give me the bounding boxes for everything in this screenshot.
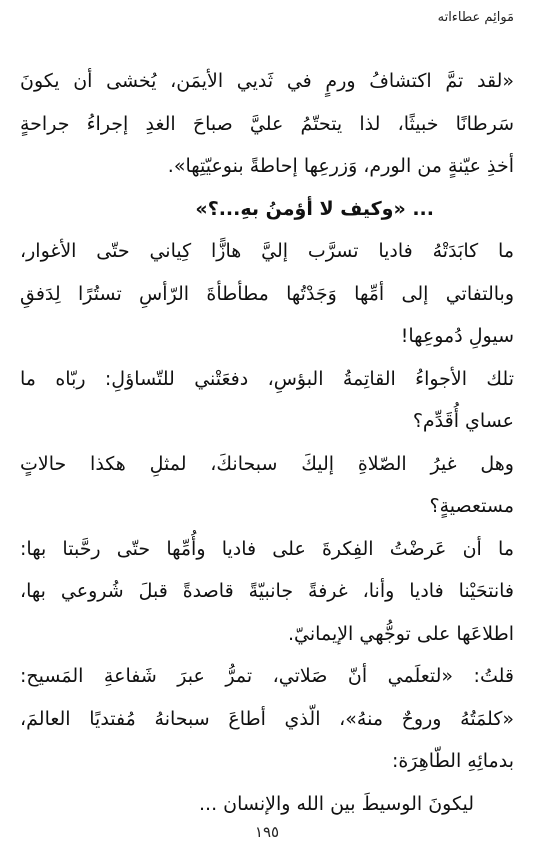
text-line: فانتحَيْنا فاديا وأنا، غرفةً جانبيّةً قاصدةً قبلَ شُروعي بها، [20,580,514,602]
text-line: وبالتفاتي إلى أمِّها وَجَدْتُها مطأطأةَ الرّأسِ تستُرًا لِدَفقِ [20,282,514,305]
text-line: سيولِ دُموعِها! [400,325,514,347]
body-text [20,60,514,825]
text-line: بدمائِهِ الطّاهِرَة: [391,750,514,772]
text-line: «كلمَتُهُ وروحٌ منهُ»، الّذي أطاعَ سبحانهُ مُفتديًا العالمَ، [20,707,514,730]
text-line: «لقد تمَّ اكتشافُ ورمٍ في ثَديي الأيمَن، يُخشى أن يكونَ [20,70,514,92]
text-line: سَرطانًا خبيثًا، لذا يتحتّمُ عليَّ صباحَ الغدِ إجراءُ جراحةٍ [20,112,514,135]
text-line: عساي أُقَدِّم؟ [412,410,514,432]
section-heading: ... «وكيف لا أؤمنُ بهِ...؟» [195,197,434,220]
running-header: مَوائِم عطاءاته [437,10,514,25]
text-line: وهل غيرُ الصّلاةِ إليكَ سبحانكَ، لمثلِ هكذا حالاتٍ [20,452,514,475]
text-line: اطلاعَها على توجُّهي الإيمانيّ. [288,622,514,645]
text-line: ليكونَ الوسيطَ بين الله والإنسان ... [199,792,474,815]
text-line: ما أن عَرضْتُ الفِكرةَ على فاديا وأُمِّها حتّى رحَّبتا بها: [20,537,514,560]
text-line: قلتُ: «لتعلَمي أنّ صَلاتي، تمرُّ عبرَ شَفاعةِ المَسيح: [20,665,514,687]
text-line: ما كابَدَتْهُ فاديا تسرَّب إليَّ هازًّا كِياني حتّى الأغوار، [20,240,514,262]
text-line: أخذِ عيّنةٍ من الورم، وَزرعِها إحاطةً بنوعيّتِها». [167,155,514,177]
page-number: ١٩٥ [254,823,280,841]
text-line: تلك الأجواءُ القاتِمةُ البؤسِ، دفعَتْني للتّساؤلِ: ربّاه ما [20,367,514,390]
text-line: مستعصيةٍ؟ [429,495,514,517]
